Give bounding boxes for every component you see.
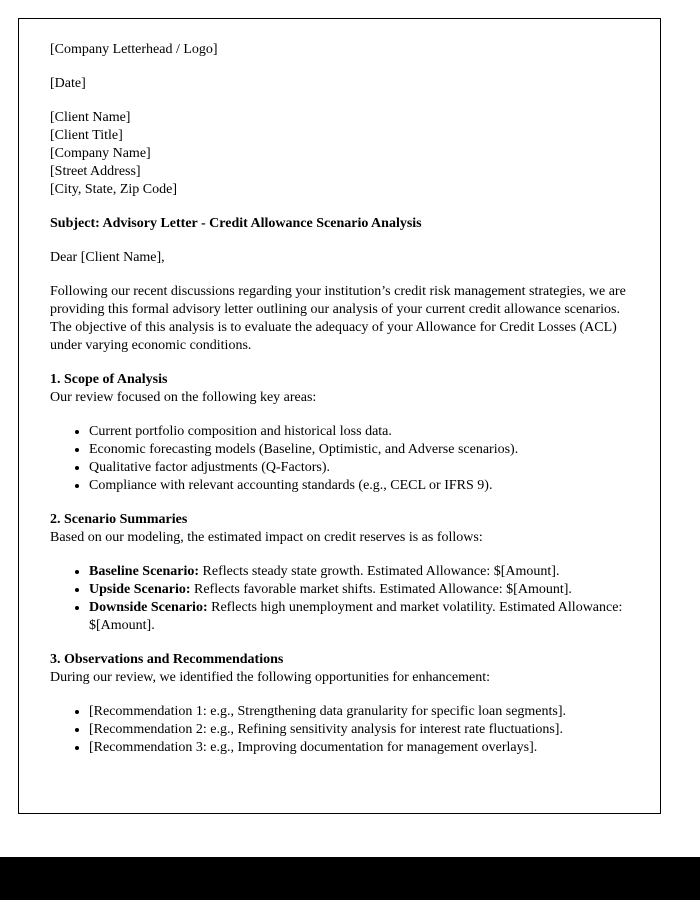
letterhead-placeholder: [Company Letterhead / Logo]	[50, 42, 218, 57]
recipient-name: [Client Name]	[50, 110, 131, 125]
section-1-lead: Our review focused on the following key areas:	[50, 390, 317, 405]
section-3-title: 3. Observations and Recommendations	[50, 652, 284, 667]
recommendation-bullet-2: • [Recommendation 2: e.g., Refining sensitivity analysis for interest rate fluctuations].	[89, 721, 629, 739]
date-placeholder: [Date]	[50, 76, 86, 91]
scenario-bullet-list	[50, 563, 629, 635]
section-1-title: 1. Scope of Analysis	[50, 372, 168, 387]
scenario-upside-label: Upside Scenario:	[89, 582, 191, 597]
scope-bullet-4: • Compliance with relevant accounting standards (e.g., CECL or IFRS 9).	[89, 477, 629, 495]
subject-line: Subject: Advisory Letter - Credit Allowance Scenario Analysis	[50, 216, 422, 231]
scenario-downside-text: Reflects high unemployment and market volatility. Estimated Allowance: $[Amount].	[89, 600, 623, 633]
scope-bullet-2: • Economic forecasting models (Baseline, Optimistic, and Adverse scenarios).	[89, 441, 629, 459]
scope-bullet-3: • Qualitative factor adjustments (Q-Factors).	[89, 459, 629, 477]
scope-bullet-list	[50, 423, 629, 495]
recommendation-bullet-list	[50, 703, 629, 757]
scenario-upside-text: Reflects favorable market shifts. Estimated Allowance: $[Amount].	[190, 582, 572, 597]
recipient-company: [Company Name]	[50, 146, 151, 161]
section-scenario-summaries	[50, 511, 629, 547]
recipient-block	[50, 109, 629, 199]
recipient-title: [Client Title]	[50, 128, 123, 143]
scenario-baseline-text: Reflects steady state growth. Estimated Allowance: $[Amount].	[199, 564, 560, 579]
scenario-downside-label: Downside Scenario:	[89, 600, 208, 615]
scope-bullet-1: • Current portfolio composition and historical loss data.	[89, 423, 629, 441]
letter-page	[18, 18, 661, 814]
scenario-bullet-baseline	[89, 563, 629, 581]
scenario-bullet-upside	[89, 581, 629, 599]
intro-paragraph: Following our recent discussions regarding your institution’s credit risk management strategies, we are providing this formal advisory letter outlining our analysis of your current credit allowance scenarios. The objective of this analysis is to evaluate the adequacy of your Allowance for Credit Losses (ACL) under varying economic conditions.	[50, 284, 626, 353]
recipient-street: [Street Address]	[50, 164, 141, 179]
section-3-lead: During our review, we identified the following opportunities for enhancement:	[50, 670, 490, 685]
scenario-bullet-downside	[89, 599, 629, 635]
recommendation-bullet-3: • [Recommendation 3: e.g., Improving documentation for management overlays].	[89, 739, 629, 757]
scenario-baseline-label: Baseline Scenario:	[89, 564, 200, 579]
bottom-black-bar	[0, 857, 700, 900]
salutation: Dear [Client Name],	[50, 250, 165, 265]
section-observations-recommendations	[50, 651, 629, 687]
section-2-title: 2. Scenario Summaries	[50, 512, 188, 527]
recipient-city-state-zip: [City, State, Zip Code]	[50, 182, 178, 197]
section-2-lead: Based on our modeling, the estimated impact on credit reserves is as follows:	[50, 530, 483, 545]
section-scope-of-analysis	[50, 371, 629, 407]
recommendation-bullet-1: • [Recommendation 1: e.g., Strengthening data granularity for specific loan segments].	[89, 703, 629, 721]
